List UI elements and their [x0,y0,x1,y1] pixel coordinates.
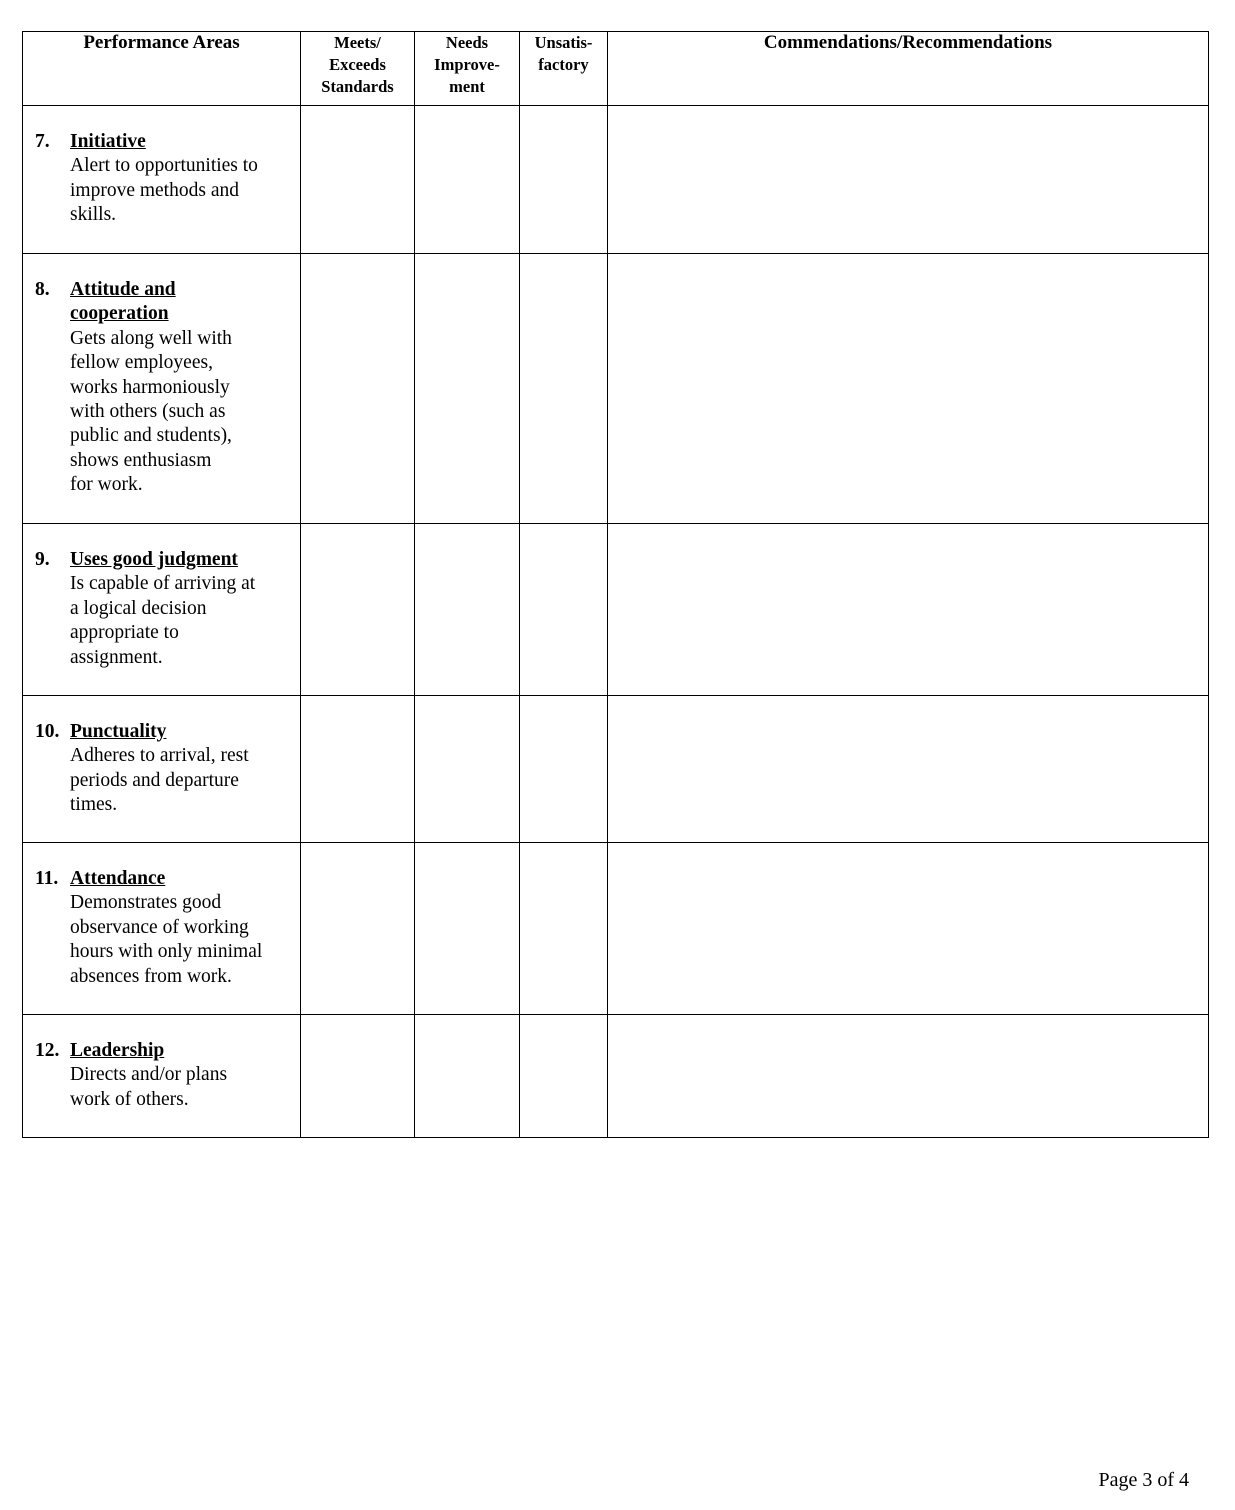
area-description-line: Gets along well with [70,327,232,349]
area-title: Attendance [70,868,166,889]
performance-area-cell [23,696,301,843]
header-performance-areas: Performance Areas [23,32,301,106]
header-meets-line: Meets/ [334,33,381,52]
page-number: Page 3 of 4 [1098,1469,1189,1491]
needs-improvement-cell[interactable] [415,1015,520,1138]
header-meets-line: Standards [321,77,394,96]
area-description-line: fellow employees, [70,352,213,374]
table-row [23,843,1209,1015]
needs-improvement-cell[interactable] [415,106,520,254]
unsatisfactory-cell[interactable] [520,696,608,843]
area-description-line: public and students), [70,425,232,447]
area-number: 9. [35,549,50,570]
table-row [23,106,1209,254]
area-title: Uses good judgment [70,549,238,570]
area-description-line: absences from work. [70,965,232,987]
area-description-line: observance of working [70,916,249,938]
area-description-line: a logical decision [70,597,207,619]
header-needs-improvement [415,32,520,106]
area-number: 11. [35,868,59,889]
commendations-cell[interactable] [608,1015,1209,1138]
area-description-line: work of others. [70,1088,189,1110]
area-title: Leadership [70,1040,165,1061]
table-row [23,696,1209,843]
area-number: 10. [35,721,60,742]
unsatisfactory-cell[interactable] [520,106,608,254]
commendations-cell[interactable] [608,696,1209,843]
commendations-cell[interactable] [608,254,1209,524]
area-description-line: times. [70,794,118,816]
table-row [23,524,1209,696]
needs-improvement-cell[interactable] [415,254,520,524]
table-header-row [23,32,1209,106]
area-title: Punctuality [70,721,167,742]
area-number: 12. [35,1040,60,1061]
needs-improvement-cell[interactable] [415,524,520,696]
performance-area-cell [23,843,301,1015]
unsatisfactory-cell[interactable] [520,1015,608,1138]
meets-exceeds-cell[interactable] [301,524,415,696]
commendations-cell[interactable] [608,106,1209,254]
header-commendations: Commendations/Recommendations [608,32,1209,106]
area-description-line: Adheres to arrival, rest [70,745,249,767]
area-description-line: works harmoniously [70,376,230,398]
header-needs-line: ment [449,77,485,96]
needs-improvement-cell[interactable] [415,696,520,843]
area-description-line: hours with only minimal [70,941,263,963]
header-unsat-line: Unsatis- [534,33,593,52]
unsatisfactory-cell[interactable] [520,843,608,1015]
performance-area-cell [23,1015,301,1138]
unsatisfactory-cell[interactable] [520,254,608,524]
area-description-line: Directs and/or plans [70,1064,228,1086]
area-description-line: Demonstrates good [70,892,222,914]
meets-exceeds-cell[interactable] [301,254,415,524]
meets-exceeds-cell[interactable] [301,843,415,1015]
unsatisfactory-cell[interactable] [520,524,608,696]
area-description-line: Is capable of arriving at [70,573,256,595]
commendations-cell[interactable] [608,843,1209,1015]
area-title: Attitude and [70,279,176,300]
meets-exceeds-cell[interactable] [301,696,415,843]
performance-area-cell [23,254,301,524]
performance-area-cell [23,106,301,254]
performance-area-cell [23,524,301,696]
meets-exceeds-cell[interactable] [301,106,415,254]
performance-evaluation-table [22,31,1209,1138]
area-number: 8. [35,279,50,300]
area-description-line: improve methods and [70,179,239,201]
area-description-line: shows enthusiasm [70,449,212,471]
area-title: Initiative [70,131,146,152]
area-description-line: for work. [70,474,143,496]
commendations-cell[interactable] [608,524,1209,696]
table-row [23,1015,1209,1138]
header-unsatisfactory [520,32,608,106]
area-title: cooperation [70,303,169,325]
area-description-line: with others (such as [70,401,226,423]
table-row [23,254,1209,524]
header-meets-line: Exceeds [329,55,386,74]
meets-exceeds-cell[interactable] [301,1015,415,1138]
needs-improvement-cell[interactable] [415,843,520,1015]
area-description-line: skills. [70,204,117,226]
area-description-line: appropriate to [70,622,179,644]
header-unsat-line: factory [538,55,589,74]
area-description-line: periods and departure [70,769,239,791]
header-meets-exceeds [301,32,415,106]
area-number: 7. [35,131,50,152]
header-needs-line: Needs [445,33,489,52]
area-description-line: Alert to opportunities to [70,155,258,177]
header-needs-line: Improve- [434,55,500,74]
area-description-line: assignment. [70,646,163,668]
